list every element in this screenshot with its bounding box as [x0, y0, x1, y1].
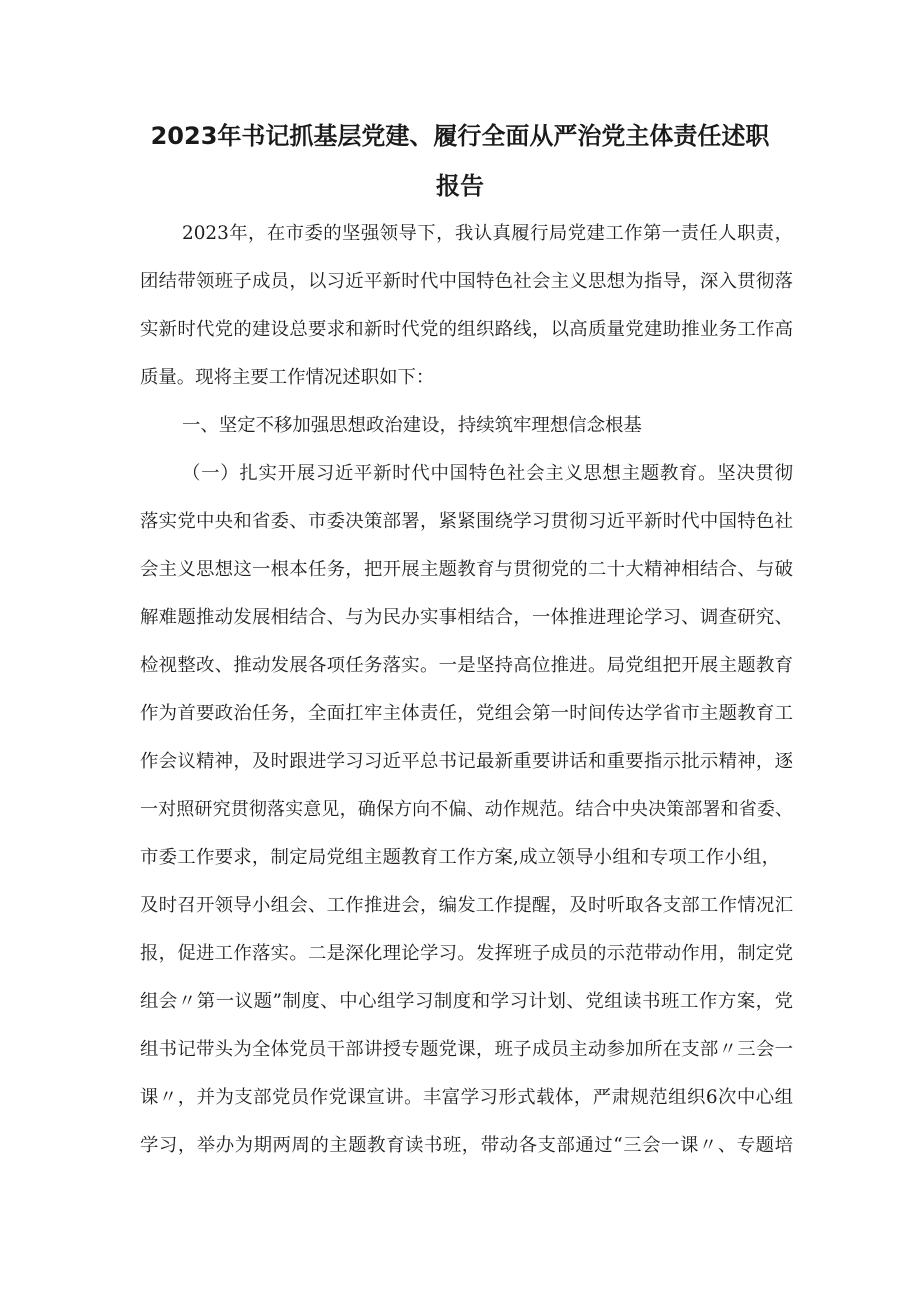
section-1-heading: 一、坚定不移加强思想政治建设，持续筑牢理想信念根基: [182, 415, 642, 436]
paragraph-2-line: 会主义思想这一根本任务，把开展主题教育与贯彻党的二十大精神相结合、与破: [140, 559, 793, 580]
paragraph-2-line: 一对照研究贯彻落实意见，确保方向不偏、动作规范。结合中央决策部署和省委、: [140, 799, 793, 820]
paragraph-2-line: 检视整改、推动发展各项任务落实。一是坚持高位推进。局党组把开展主题教育: [140, 655, 793, 676]
paragraph-1-line: 实新时代党的建设总要求和新时代党的组织路线，以高质量党建助推业务工作高: [140, 319, 793, 340]
paragraph-2-line: 落实党中央和省委、市委决策部署，紧紧围绕学习贯彻习近平新时代中国特色社: [140, 511, 793, 532]
paragraph-2-line: 及时召开领导小组会、工作推进会，编发工作提醒，及时听取各支部工作情况汇: [140, 895, 793, 916]
paragraph-2-line: 学习，举办为期两周的主题教育读书班，带动各支部通过“三会一课〃、专题培: [140, 1135, 793, 1156]
paragraph-2-line: 解难题推动发展相结合、与为民办实事相结合，一体推进理论学习、调查研究、: [140, 607, 793, 628]
document-title-line-1: 2023年书记抓基层党建、履行全面从严治党主体责任述职: [150, 122, 770, 150]
document-title-line-2: 报告: [436, 172, 484, 200]
paragraph-2-line: （一）扎实开展习近平新时代中国特色社会主义思想主题教育。坚决贯彻: [182, 463, 793, 484]
paragraph-2-line: 组书记带头为全体党员干部讲授专题党课，班子成员主动参加所在支部〃三会一: [140, 1039, 793, 1060]
paragraph-2-line: 作为首要政治任务，全面扛牢主体责任，党组会第一时间传达学省市主题教育工: [140, 703, 793, 724]
paragraph-2-line: 报，促进工作落实。二是深化理论学习。发挥班子成员的示范带动作用，制定党: [140, 943, 793, 964]
paragraph-2-line: 课〃，并为支部党员作党课宣讲。丰富学习形式载体，严肃规范组织6次中心组: [140, 1087, 793, 1108]
paragraph-2-line: 市委工作要求，制定局党组主题教育工作方案,成立领导小组和专项工作小组，: [140, 847, 780, 868]
paragraph-1-line: 质量。现将主要工作情况述职如下：: [140, 367, 435, 388]
paragraph-2-line: 组会〃第一议题”制度、中心组学习制度和学习计划、党组读书班工作方案，党: [140, 991, 793, 1012]
paragraph-2-line: 作会议精神，及时跟进学习习近平总书记最新重要讲话和重要指示批示精神，逐: [140, 751, 793, 772]
paragraph-1-line: 团结带领班子成员，以习近平新时代中国特色社会主义思想为指导，深入贯彻落: [140, 271, 793, 292]
paragraph-1-line: 2023年，在市委的坚强领导下，我认真履行局党建工作第一责任人职责，: [182, 223, 793, 244]
